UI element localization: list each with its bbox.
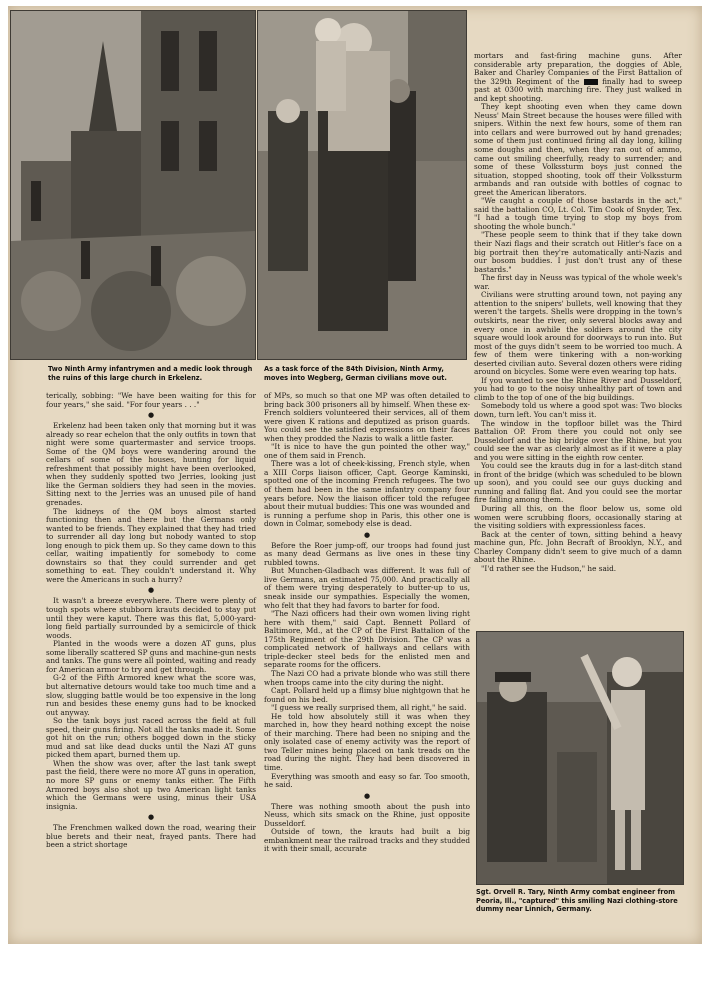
church-photo-caption [48,365,253,382]
col3-paragraph: "These people seem to think that if they take down their Nazi flags and their scratch out Hitler's face on a big portrait then they're automatically anti-Nazis and our bosom buddies. I just don't trust any of these bastards." [474,230,682,274]
col1-paragraph: Planted in the woods were a dozen AT guns, plus some liberally scattered SP guns and machine-gun nests and tanks. The guns were all pointed, waiting and ready for American armor to try and get through. [46,639,256,674]
col3-paragraph: The window in the topfloor billet was the Third Battalion OP. From there you could not only see Dusseldorf and the big bridge over the Rhine, but you could see the war as clearly almost as if it were a play and you were sitting in the eighth row center. [474,418,682,462]
col3-paragraph-start: mortars and fast-firing machine guns. After considerable arty preparation, the doggies of Able, Baker and Charley Companies of the First Battalion of the 329th Regiment of the [474,51,682,86]
dummy-photo [476,631,684,885]
section-separator: ● [147,586,155,595]
church-ruins-photo [10,10,256,360]
dummy-image [477,632,683,884]
section-separator: ● [147,813,155,822]
col1-paragraph: G-2 of the Fifth Armored knew what the score was, but alternative detours would take too much time and a slow, slugging battle would be too expensive in the long run and besides these enemy guns had to be knocked out anyway. [46,673,256,717]
civilians-caption-text: As a task force of the 84th Division, Ninth Army, moves into Wegberg, German civilians move out. [264,365,447,382]
col3-paragraph: The first day in Neuss was typical of the whole week's war. [474,273,682,291]
col1-paragraph: So the tank boys just raced across the field at full speed, their guns firing. Not all the tanks made it. Some got hit on the run; others bogged down in the sticky mud and sat like dead ducks until the Nazi AT guns picked them apart, burned them up. [46,716,256,760]
section-separator: ● [363,530,371,539]
col3-paragraph: They kept shooting even when they came down Neuss' Main Street because the houses were filled with snipers. Within the next few hours, some of them ran into cellars and were burrowed out by hand grenades; some of them just continued firing all day long, killing some doughs and then, when they ran out of ammo, came out smiling cheerfully, ready to surrender; and some of these Volkssturm boys just conned the situation, stopped shooting, took off their Volkssturm armbands and ran outside with bottles of cognac to greet the American liberators. [474,102,682,197]
church-caption-text: Two Ninth Army infantrymen and a medic look through the ruins of this large church in Erkelenz. [48,365,253,382]
col2-paragraph: Outside of town, the krauts had built a big embankment near the railroad tracks and they studded it with their small, accurate [264,827,470,854]
article-column-2 [264,392,470,854]
article-column-1 [46,392,256,850]
col2-paragraph: Capt. Pollard held up a flimsy blue nightgown that he found on his bed. [264,686,470,704]
church-ruins-image [11,11,255,359]
civilians-image [258,11,466,359]
col3-paragraph: "We caught a couple of those bastards in the act," said the battalion CO, Lt. Col. Tim Cook of Snyder, Tex. "I had a tough time trying to stop my boys from shooting the whole bunch." [474,196,682,231]
dummy-photo-caption [476,888,682,914]
col3-paragraph: Somebody told us where a good spot was: Two blocks down, turn left. You can't miss it. [474,401,682,419]
section-separator: ● [363,791,371,800]
col2-paragraph: But Munchen-Gladbach was different. It was full of live Germans, an estimated 75,000. And practically all of them were trying desperately to butter-up to us, sneak inside our sympathies. Especially the women, who felt that they had favors to barter for food. [264,566,470,610]
col2-paragraph: "I guess we really surprised them, all right," he said. [271,703,467,713]
col1-paragraph: Erkelenz had been taken only that morning but it was already so rear echelon that the only outfits in town that night were some quartermaster and service troops. Some of the QM boys were wandering around the cellars of some of the houses, hunting for liquid refreshment that possibly might have been overlooked, when they suddenly spotted two Jerries, looking just like the German soldiers they had seen in the movies. Sitting next to the Jerries was an unused pile of hand grenades. [46,421,256,508]
col1-paragraph: When the show was over, after the last tank swept past the field, there were no more AT guns in operation, no more SP guns or enemy tanks either. The Fifth Armored boys also shot up two American light tanks which the Germans were using, minus their USA insignia. [46,758,256,811]
col3-paragraph: During all this, on the floor below us, some old women were scrubbing floors, occasionally staring at the visiting soldiers with expressionless faces. [474,503,682,531]
col3-paragraph: If you wanted to see the Rhine River and Dusseldorf, you had to go to the noisy unhealthy part of town and climb to the top of one of the big buildings. [474,375,682,402]
col2-paragraph: The Nazi CO had a private blonde who was still there when troops came into the city during the night. [264,668,470,687]
col3-paragraph-end: finally had to sweep past at 0300 with marching fire. They just walked in and kept shooting. [474,76,683,103]
col2-paragraph: Everything was smooth and easy so far. Too smooth, he said. [264,771,470,790]
col1-paragraph: It wasn't a breeze everywhere. There were plenty of tough spots where stubborn krauts decided to stay put until they were kaput. There was this flat, 5,000-yard-long field partially surrounded by a semicircle of thick woods. [46,596,256,640]
section-separator: ● [147,411,155,420]
article-column-3 [474,52,682,573]
col2-paragraph: There was a lot of cheek-kissing, French style, when a XIII Corps liaison officer, Capt. George Kaminski, spotted one of the incoming French refugees. The two of them had been in the same infantry company four years before. Now the liaison officer told the refugee about their mutual buddies: This one was wounded and is running a perfume shop in Paris, this other one is down in Colmar, somebody else is dead. [264,459,470,529]
col2-paragraph: There was nothing smooth about the push into Neuss, which sits smack on the Rhine, just opposite Dusseldorf. [264,801,470,828]
col2-paragraph: "It is nice to have the gun pointed the other way," one of them said in French. [264,442,470,460]
col2-paragraph: "The Nazi officers had their own women living right here with them," said Capt. Bennett Pollard of Baltimore, Md., at the CP of the First Battalion of the 175th Regiment of the 29th Division. The CP was a complicated network of hallways and cellars with triple-decker steel beds for the enlisted men and separate rooms for the officers. [264,609,470,670]
col2-paragraph: Before the Roer jump-off, our troops had found just as many dead Germans as live ones in these tiny rubbled towns. [264,540,470,567]
col3-paragraph: Back at the center of town, sitting behind a heavy machine gun, Pfc. John Becraft of Brooklyn, N.Y., and Charley Company didn't seem to give much of a damn about the Rhine. [474,529,682,565]
col3-paragraph: You could see the krauts dug in for a last-ditch stand in front of the bridge (which was scheduled to be blown up soon), and you could see our guys ducking and running and falling flat. And you could see the mortar fire falling among them. [474,461,682,505]
col1-paragraph: terically, sobbing: "We have been waiting for this for four years," she said. "For four years . . ." [46,391,256,409]
censored-redaction [584,79,598,85]
magazine-page [8,6,702,944]
col3-paragraph: "I'd rather see the Hudson," he said. [481,563,617,573]
col3-paragraph [474,52,682,103]
dummy-caption-text: Sgt. Orvell R. Tary, Ninth Army combat engineer from Peoria, Ill., "captured" this smiling Nazi clothing-store dummy near Linnich, Germany. [476,888,678,914]
col2-paragraph: of MPs, so much so that one MP was often detailed to bring back 300 prisoners all by himself. When these ex-French soldiers volunteered their services, all of them were given K rations and deputized as prison guards. You could see the satisfied expressions on their faces when they prodded the Nazis to walk a little faster. [264,391,470,443]
civilians-photo-caption [264,365,467,382]
col2-paragraph: He told how absolutely still it was when they marched in, how they heard nothing except the noise of their marching. There had been no sniping and the only isolated case of enemy activity was the report of two Teller mines being placed on tank treads on the road during the night. They had been discovered in time. [264,711,470,772]
col1-paragraph: The Frenchmen walked down the road, wearing their blue berets and their neat, frayed pants. There had been a strict shortage [46,823,256,850]
civilians-photo [257,10,467,360]
col1-paragraph: The kidneys of the QM boys almost started functioning then and there but the Germans only wanted to be friends. They explained that they had tried to surrender all day long but nobody wanted to stop long enough to pick them up. So they came down to this cellar, waiting impatiently for somebody to come downstairs so that they could surrender and get something to eat. They couldn't understand it. Why were the Americans in such a hurry? [46,506,256,584]
col3-paragraph: Civilians were strutting around town, not paying any attention to the snipers' bullets, well knowing that they weren't the targets. Shells were dropping in the town's outskirts, near the river, only several blocks away and every once in awhile the soldiers around the city square would look around for doorways to run into. But most of the guys didn't seem to be worried too much. A few of them were tinkering with a non-working deserted civilian auto. Several dozen others were riding around on bicycles. Some were even wearing top hats. [474,290,682,377]
